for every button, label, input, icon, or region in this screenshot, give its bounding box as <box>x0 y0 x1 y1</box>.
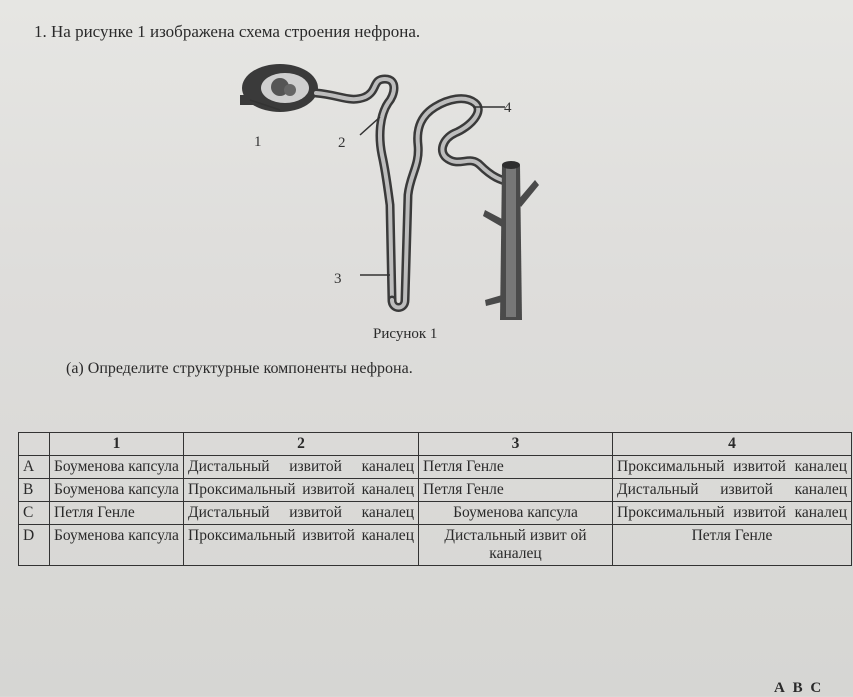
bowman-capsule-drawing <box>240 64 318 112</box>
cell-component-2: Проксимальный извитой каналец <box>184 525 419 566</box>
row-letter: B <box>19 479 50 502</box>
figure-caption: Рисунок 1 <box>373 326 438 342</box>
cell-component-3: Дистальный извит ой каналец <box>419 525 613 566</box>
cell-component-2: Дистальный извитой каналец <box>184 502 419 525</box>
figure-label-2: 2 <box>338 135 346 151</box>
cell-component-4: Петля Генле <box>613 525 852 566</box>
header-cell-1: 1 <box>50 433 184 456</box>
cell-component-1: Боуменова капсула <box>50 479 184 502</box>
figure-label-4: 4 <box>504 100 512 116</box>
figure-label-1: 1 <box>254 134 262 150</box>
cell-component-3: Боуменова капсула <box>419 502 613 525</box>
collecting-duct-drawing <box>483 161 539 320</box>
row-letter: A <box>19 456 50 479</box>
table-row <box>19 456 852 479</box>
cell-component-4: Дистальный извитой каналец <box>613 479 852 502</box>
header-cell-2: 2 <box>184 433 419 456</box>
cell-component-2: Дистальный извитой каналец <box>184 456 419 479</box>
answer-table <box>18 432 852 566</box>
table-header-row <box>19 433 852 456</box>
subquestion: (а) Определите структурные компоненты нефрона. <box>66 360 413 377</box>
footer-letters: А В С <box>774 680 824 696</box>
cell-component-1: Петля Генле <box>50 502 184 525</box>
cell-component-2: Проксимальный извитой каналец <box>184 479 419 502</box>
cell-component-4: Проксимальный извитой каналец <box>613 456 852 479</box>
cell-component-4: Проксимальный извитой каналец <box>613 502 852 525</box>
header-cell-3: 3 <box>419 433 613 456</box>
nephron-diagram <box>230 55 550 340</box>
cell-component-3: Петля Генле <box>419 456 613 479</box>
loop-of-henle-drawing <box>392 99 512 308</box>
row-letter: D <box>19 525 50 566</box>
cell-component-1: Боуменова капсула <box>50 525 184 566</box>
header-cell-blank <box>19 433 50 456</box>
header-cell-4: 4 <box>613 433 852 456</box>
cell-component-3: Петля Генле <box>419 479 613 502</box>
table-row <box>19 525 852 566</box>
figure-label-3: 3 <box>334 271 342 287</box>
question-title: 1. На рисунке 1 изображена схема строения нефрона. <box>34 22 421 41</box>
cell-component-1: Боуменова капсула <box>50 456 184 479</box>
row-letter: C <box>19 502 50 525</box>
table-row <box>19 502 852 525</box>
table-row <box>19 479 852 502</box>
